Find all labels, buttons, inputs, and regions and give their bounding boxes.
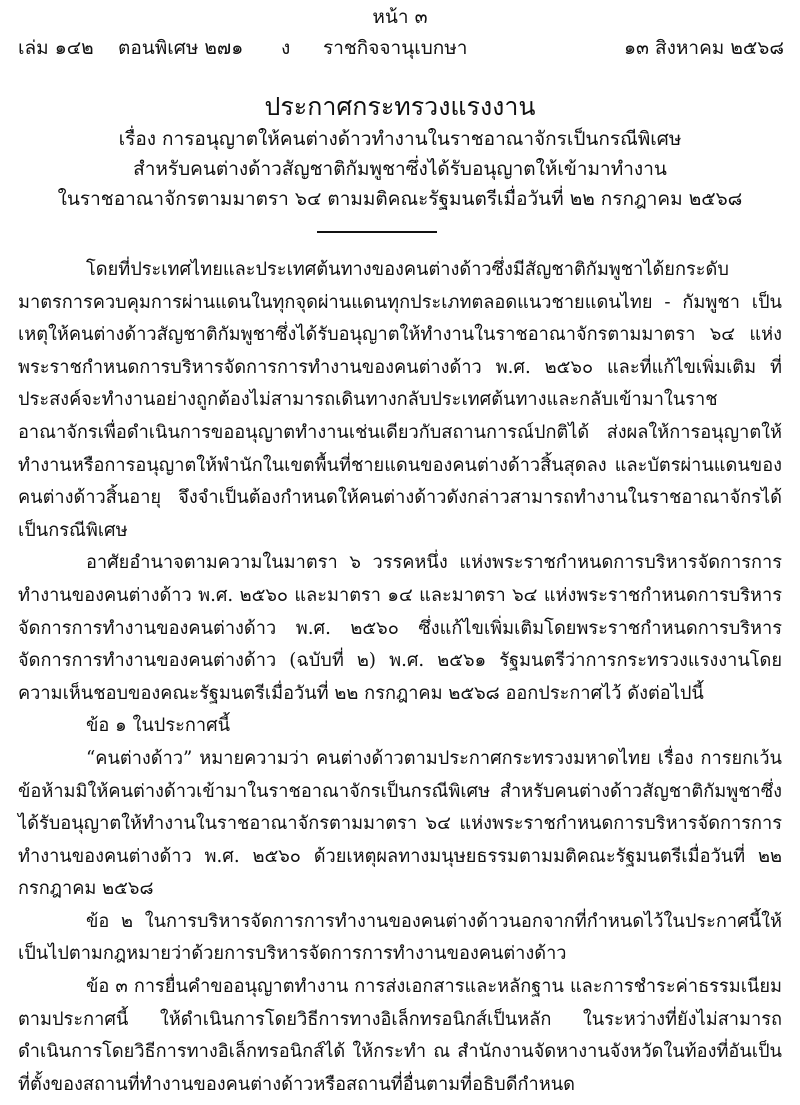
page-number: หน้า ๓ [372,6,428,28]
issue-number: ตอนพิเศษ ๒๗๑ [118,37,244,59]
gazette-name: ราชกิจจานุเบกษา [323,37,468,59]
publication-date: ๑๓ สิงหาคม ๒๕๖๘ [623,37,784,59]
preamble-paragraph: โดยที่ประเทศไทยและประเทศต้นทางของคนต่างด้าวซึ่งมีสัญชาติกัมพูชาได้ยกระดับมาตรการควบคุมการผ่านแดนในทุกจุดผ่านแดนทุกประเภทตลอดแนวชายแดนไทย - กัมพูชา เป็นเหตุให้คนต่างด้าวสัญชาติกัมพูชาซึ่งได้รับอนุญาตให้ทำงานในราชอาณาจักรตามมาตรา ๖๔ แห่งพระราชกำหนดการบริหารจัดการการทำงานของคนต่างด้าว พ.ศ. ๒๕๖๐ และที่แก้ไขเพิ่มเติม ที่ประสงค์จะทำงานอย่างถูกต้องไม่สามารถเดินทางกลับประเทศต้นทางและกลับเข้ามาในราชอาณาจักรเพื่อดำเนินการขออนุญาตทำงานเช่นเดียวกับสถานการณ์ปกติได้ ส่งผลให้การอนุญาตให้ทำงานหรือการอนุญาตให้พำนักในเขตพื้นที่ชายแดนของคนต่างด้าวสิ้นสุดลง และบัตรผ่านแดนของคนต่างด้าวสิ้นอายุ จึงจำเป็นต้องกำหนดให้คนต่างด้าวดังกล่าวสามารถทำงานในราชอาณาจักรได้เป็นกรณีพิเศษ [18,259,782,541]
subject-line: เรื่อง การอนุญาตให้คนต่างด้าวทำงานในราชอาณาจักรเป็นกรณีพิเศษ [118,128,682,150]
authority-paragraph: อาศัยอำนาจตามความในมาตรา ๖ วรรคหนึ่ง แห่งพระราชกำหนดการบริหารจัดการการทำงานของคนต่างด้าว พ.ศ. ๒๕๖๐ และมาตรา ๑๔ และมาตรา ๖๔ แห่งพระราชกำหนดการบริหารจัดการการทำงานของคนต่างด้าว พ.ศ. ๒๕๖๐ ซึ่งแก้ไขเพิ่มเติมโดยพระราชกำหนดการบริหารจัดการการทำงานของคนต่างด้าว (ฉบับที่ ๒) พ.ศ. ๒๕๖๑ รัฐมนตรีว่าการกระทรวงแรงงานโดยความเห็นชอบของคณะรัฐมนตรีเมื่อวันที่ ๒๒ กรกฎาคม ๒๕๖๘ ออกประกาศไว้ ดังต่อไปนี้ [18,552,782,704]
subject-line: ในราชอาณาจักรตามมาตรา ๖๔ ตามมติคณะรัฐมนตรีเมื่อวันที่ ๒๒ กรกฎาคม ๒๕๖๘ [57,188,743,210]
announcement-title-block [0,90,800,214]
announcement-title: ประกาศกระทรวงแรงงาน [264,92,536,121]
title-divider [317,231,437,233]
clause-1-definition: “คนต่างด้าว” หมายความว่า คนต่างด้าวตามประกาศกระทรวงมหาดไทย เรื่อง การยกเว้นข้อห้ามมิให้คนต่างด้าวเข้ามาในราชอาณาจักรเป็นกรณีพิเศษ สำหรับคนต่างด้าวสัญชาติกัมพูชาซึ่งได้รับอนุญาตให้ทำงานในราชอาณาจักรตามมาตรา ๖๔ แห่งพระราชกำหนดการบริหารจัดการการทำงานของคนต่างด้าว พ.ศ. ๒๕๖๐ ด้วยเหตุผลทางมนุษยธรรมตามมติคณะรัฐมนตรีเมื่อวันที่ ๒๒ กรกฎาคม ๒๕๖๘ [18,747,782,900]
volume-number: เล่ม ๑๔๒ [18,37,94,59]
clause-2-paragraph: ข้อ ๒ ในการบริหารจัดการการทำงานของคนต่างด้าวนอกจากที่กำหนดไว้ในประกาศนี้ให้เป็นไปตามกฎหมายว่าด้วยการบริหารจัดการการทำงานของคนต่างด้าว [18,910,782,965]
subject-line: สำหรับคนต่างด้าวสัญชาติกัมพูชาซึ่งได้รับอนุญาตให้เข้ามาทำงาน [133,158,667,180]
announcement-body [18,254,782,1101]
clause-1-heading: ข้อ ๑ ในประกาศนี้ [86,715,231,737]
clause-3-paragraph: ข้อ ๓ การยื่นคำขออนุญาตทำงาน การส่งเอกสารและหลักฐาน และการชำระค่าธรรมเนียมตามประกาศนี้ ให้ดำเนินการโดยวิธีการทางอิเล็กทรอนิกส์เป็นหลัก ในระหว่างที่ยังไม่สามารถดำเนินการโดยวิธีการทางอิเล็กทรอนิกส์ได้ ให้กระทำ ณ สำนักงานจัดหางานจังหวัดในท้องที่อันเป็นที่ตั้งของสถานที่ทำงานของคนต่างด้าวหรือสถานที่อื่นตามที่อธิบดีกำหนด [18,976,782,1095]
issue-suffix: ง [281,37,291,59]
